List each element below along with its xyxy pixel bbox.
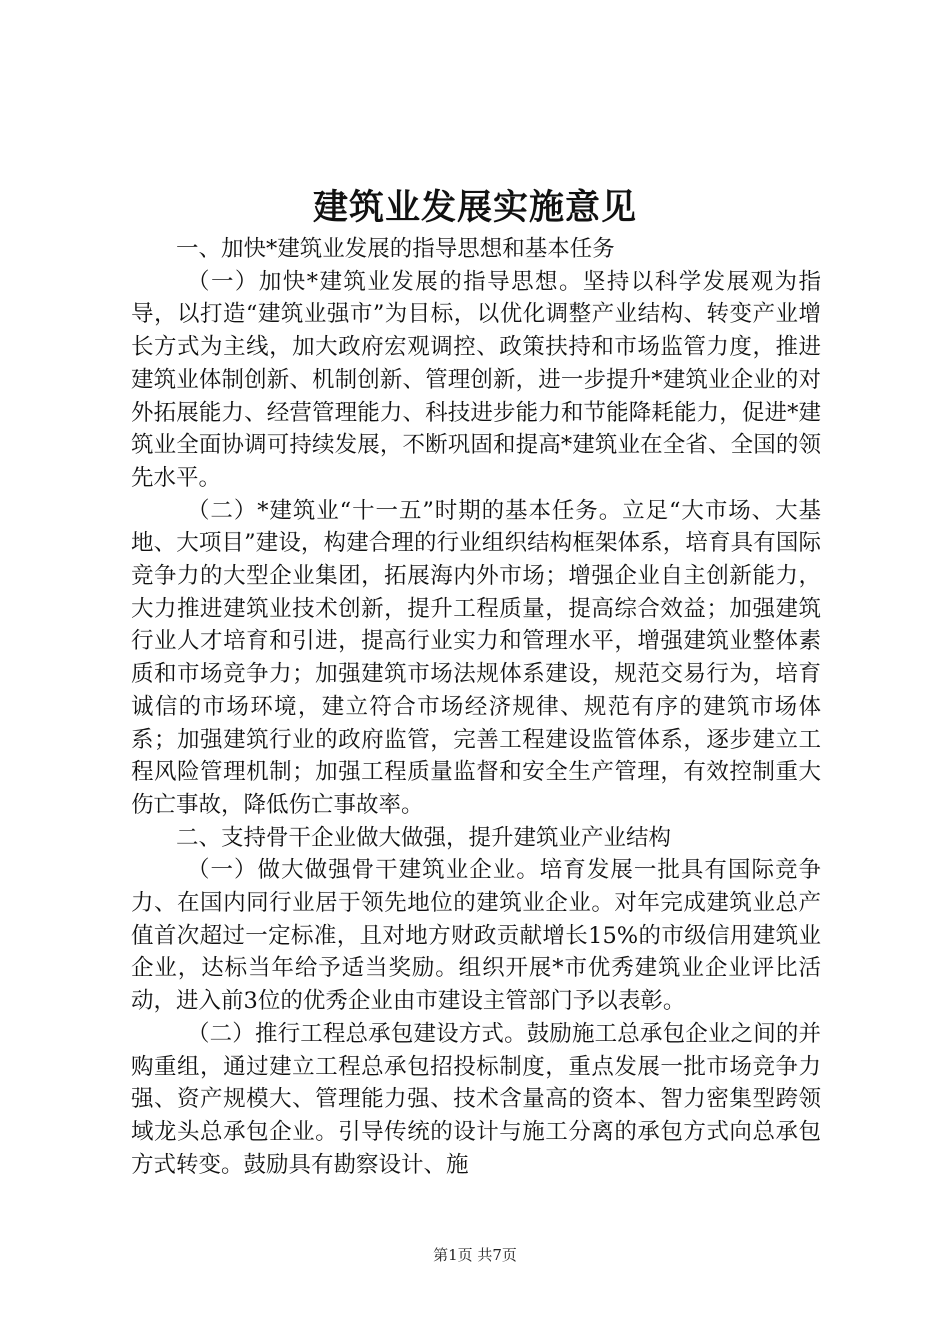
paragraph: （二）推行工程总承包建设方式。鼓励施工总承包企业之间的并购重组，通过建立工程总承包招投标制度，重点发展一批市场竞争力强、资产规模大、管理能力强、技术含量高的资本、智力密集型跨领域龙头总承包企业。引导传统的设计与施工分离的承包方式向总承包方式转变。鼓励具有勘察设计、施 bbox=[131, 1020, 821, 1178]
section-heading: 二、支持骨干企业做大做强，提升建筑业产业结构 bbox=[176, 824, 672, 851]
paragraph: （二）*建筑业“十一五”时期的基本任务。立足“大市场、大基地、大项目”建设，构建合理的行业组织结构框架体系，培育具有国际竞争力的大型企业集团，拓展海内外市场；增强企业自主创新能力，大力推进建筑业技术创新，提升工程质量，提高综合效益；加强建筑行业人才培育和引进，提高行业实力和管理水平，增强建筑业整体素质和市场竞争力；加强建筑市场法规体系建设，规范交易行为，培育诚信的市场环境，建立符合市场经济规律、规范有序的建筑市场体系；加强建筑行业的政府监管，完善工程建设监管体系，逐步建立工程风险管理机制；加强工程质量监督和安全生产管理，有效控制重大伤亡事故，降低伤亡事故率。 bbox=[131, 497, 821, 818]
page-number-footer: 第1页 共7页 bbox=[433, 1246, 517, 1264]
paragraph: （一）做大做强骨干建筑业企业。培育发展一批具有国际竞争力、在国内同行业居于领先地位的建筑业企业。对年完成建筑业总产值首次超过一定标准，且对地方财政贡献增长15%的市级信用建筑业企业，达标当年给予适当奖励。组织开展*市优秀建筑业企业评比活动，进入前3位的优秀企业由市建设主管部门予以表彰。 bbox=[131, 857, 821, 1015]
document-title: 建筑业发展实施意见 bbox=[312, 187, 637, 228]
document-body bbox=[131, 233, 821, 1181]
section-heading: 一、加快*建筑业发展的指导思想和基本任务 bbox=[176, 236, 615, 262]
paragraph: （一）加快*建筑业发展的指导思想。坚持以科学发展观为指导，以打造“建筑业强市”为目标，以优化调整产业结构、转变产业增长方式为主线，加大政府宏观调控、政策扶持和市场监管力度，推进建筑业体制创新、机制创新、管理创新，进一步提升*建筑业企业的对外拓展能力、经营管理能力、科技进步能力和节能降耗能力，促进*建筑业全面协调可持续发展，不断巩固和提高*建筑业在全省、全国的领先水平。 bbox=[131, 268, 821, 491]
